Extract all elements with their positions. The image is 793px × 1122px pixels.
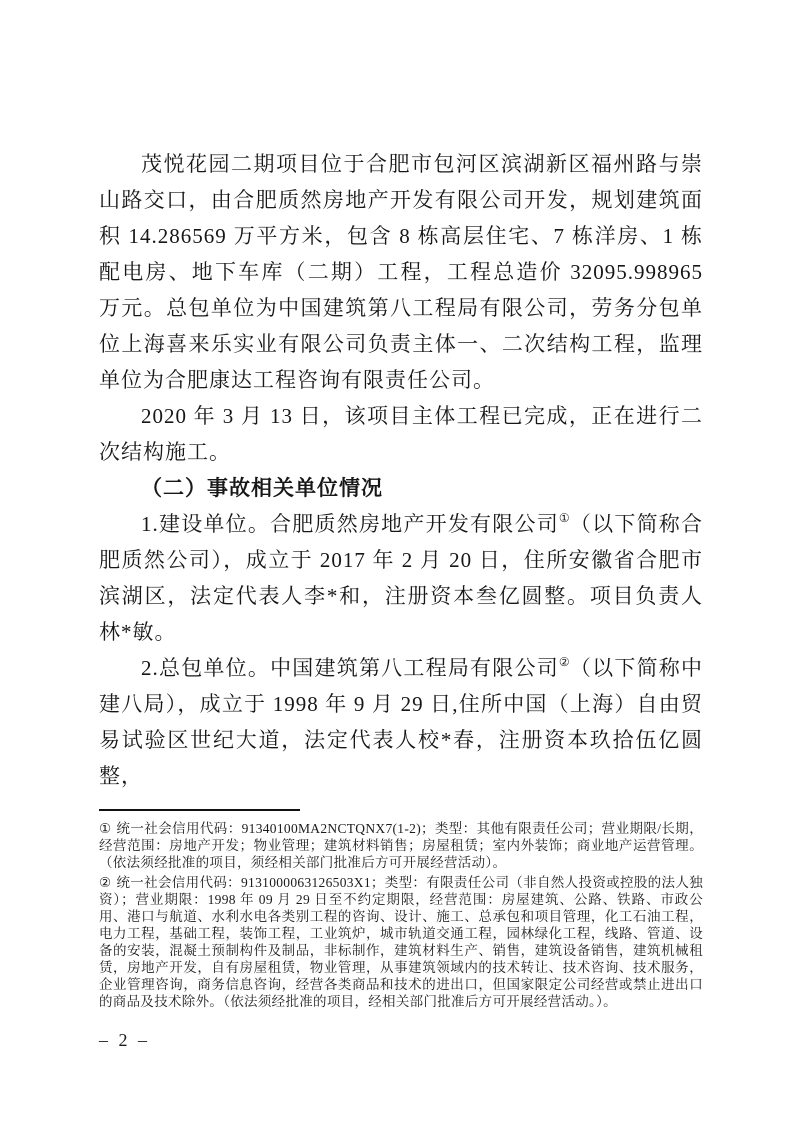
footnote-separator [99,809,300,811]
construction-unit-text-continued: （以下简称合肥质然公司），成立于 2017 年 2 月 20 日，住所安徽省合肥市滨湖区，法定代表人李*和，注册资本叁亿圆整。项目负责人林*敏。 [99,512,704,644]
footnote-1-marker: ① [99,821,112,836]
footnote-2-marker: ② [99,875,112,890]
paragraph-construction-unit [99,506,703,650]
section-heading-related-units: （二）事故相关单位情况 [141,476,383,500]
construction-unit-text: 1.建设单位。合肥质然房地产开发有限公司 [141,512,559,536]
paragraph-project-overview: 茂悦花园二期项目位于合肥市包河区滨湖新区福州路与崇山路交口，由合肥质然房地产开发有限公司开发，规划建筑面积 14.286569 万平方米，包含 8 栋高层住宅、7 栋洋房、1 栋配电房、地下车库（二期）工程，工程总造价 32095.998965 万元。总包单位为中国建筑第八工程局有限公司，劳务分包单位上海喜来乐实业有限公司负责主体一、二次结构工程，监理单位为合肥康达工程咨询有限责任公司。 [99,152,703,392]
footnote-ref-2: ② [558,655,570,669]
general-contractor-text: 2.总包单位。中国建筑第八工程局有限公司 [141,656,559,680]
footnote-1 [99,820,703,871]
footnote-2-text: 统一社会信用代码：9131000063126503X1；类型：有限责任公司（非自然人投资或控股的法人独资）；营业期限：1998 年 09 月 29 日至不约定期限，经营范围：房屋建筑、公路、铁路、市政公用、港口与航道、水利水电各类别工程的咨询、设计、施工、总承包和项目管理，化工石油工程，电力工程，基础工程，装饰工程，工业筑炉，城市轨道交通工程，园林绿化工程，线路、管道、设备的安装，混凝土预制构件及制品，非标制作，建筑材料生产、销售，建筑设备销售，建筑机械租赁，房地产开发，自有房屋租赁，物业管理，从事建筑领域内的技术转让、技术咨询、技术服务，企业管理咨询，商务信息咨询，经营各类商品和技术的进出口，但国家限定公司经营或禁止进出口的商品及技术除外。（依法须经批准的项目，经相关部门批准后方可开展经营活动。）。 [99,875,703,1009]
page-number: – 2 – [99,1030,150,1050]
paragraph-general-contractor [99,650,703,794]
paragraph-progress-status: 2020 年 3 月 13 日，该项目主体工程已完成，正在进行二次结构施工。 [99,404,703,464]
footnote-ref-1: ① [558,511,570,525]
footnote-2 [99,874,703,1010]
general-contractor-text-continued: （以下简称中建八局），成立于 1998 年 9 月 29 日,住所中国（上海）自由贸易试验区世纪大道，法定代表人校*春，注册资本玖拾伍亿圆整， [99,656,704,788]
footnote-1-text: 统一社会信用代码：91340100MA2NCTQNX7(1-2)；类型：其他有限责任公司；营业期限/长期，经营范围：房地产开发；物业管理；建筑材料销售；房屋租赁；室内外装饰；商业地产运营管理。（依法须经批准的项目，须经相关部门批准后方可开展经营活动）。 [99,821,704,870]
document-body [99,146,703,1013]
